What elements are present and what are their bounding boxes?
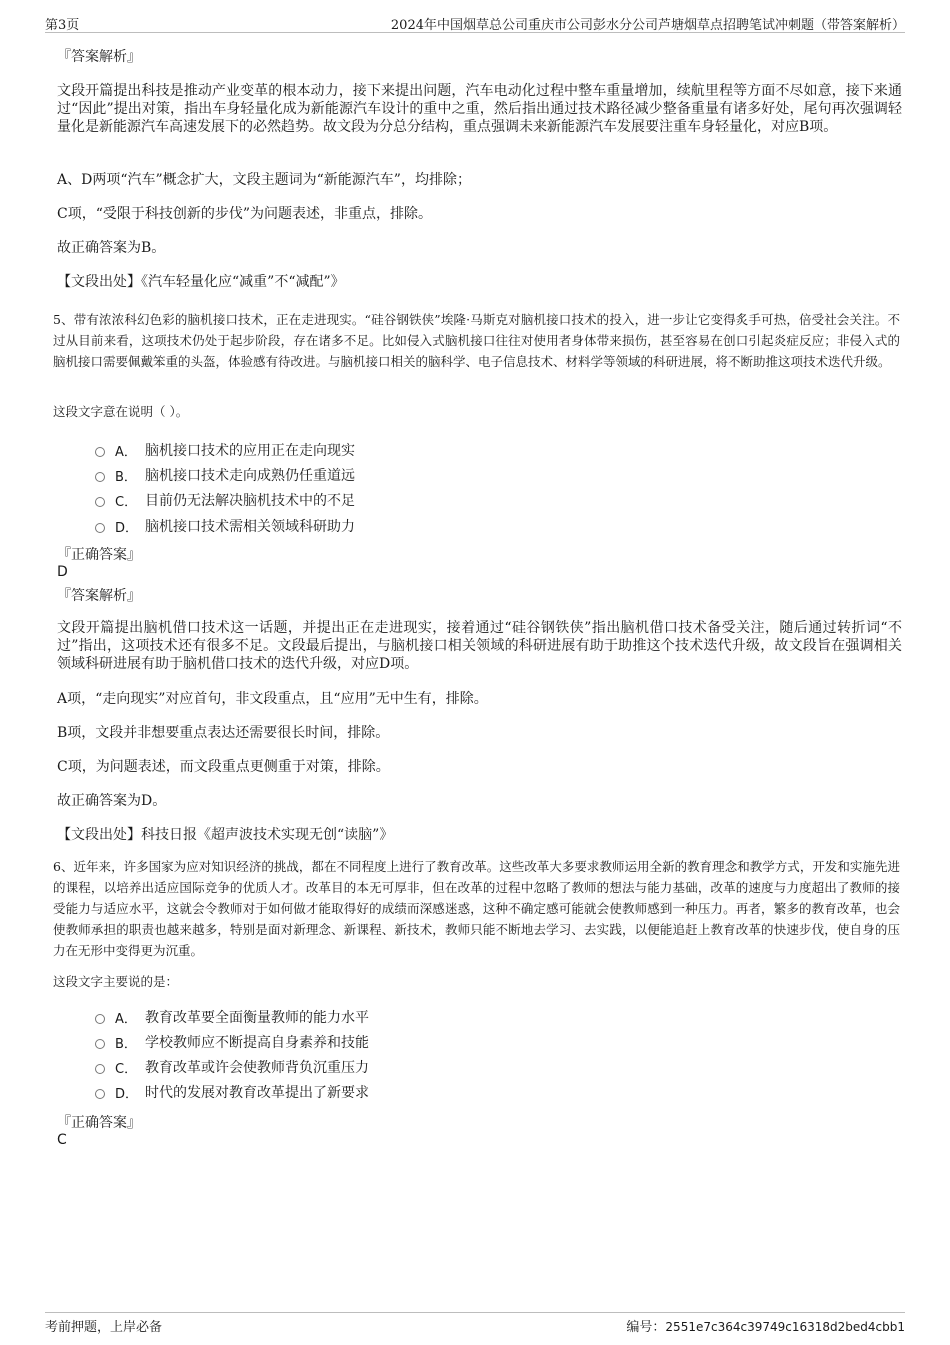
q6-answer-label: 『正确答案』 — [57, 1115, 141, 1131]
page-header — [45, 12, 905, 33]
radio-icon[interactable] — [95, 523, 105, 533]
q6-option-a[interactable]: A． 教育改革要全面衡量教师的能力水平 — [95, 1007, 369, 1027]
radio-icon[interactable] — [95, 1089, 105, 1099]
q5-note-a: A项，“走向现实”对应首句，非文段重点，且“应用”无中生有，排除。 — [57, 691, 488, 707]
option-text: 教育改革或许会使教师背负沉重压力 — [145, 1060, 369, 1076]
page-footer — [45, 1312, 905, 1333]
option-text: 教育改革要全面衡量教师的能力水平 — [145, 1010, 369, 1026]
document-title: 2024年中国烟草总公司重庆市公司彭水分公司芦塘烟草点招聘笔试冲刺题（带答案解析） — [390, 18, 905, 33]
q5-source: 【文段出处】科技日报《超声波技术实现无创“读脑”》 — [57, 827, 394, 843]
q6-prompt: 这段文字主要说的是： — [53, 974, 179, 989]
q5-option-a[interactable]: A． 脑机接口技术的应用正在走向现实 — [95, 440, 355, 460]
q6-option-b[interactable]: B． 学校教师应不断提高自身素养和技能 — [95, 1032, 369, 1052]
q5-answer: D — [57, 564, 68, 580]
q5-option-c[interactable]: C． 目前仍无法解决脑机技术中的不足 — [95, 490, 355, 510]
option-text: 脑机接口技术走向成熟仍任重道远 — [145, 468, 355, 484]
radio-icon[interactable] — [95, 1039, 105, 1049]
footer-code-value: 2551e7c364c39749c16318d2bed4cbb1 — [665, 1320, 905, 1334]
q6-answer: C — [57, 1132, 67, 1148]
q4-analysis-text: 文段开篇提出科技是推动产业变革的根本动力，接下来提出问题，汽车电动化过程中整车重量增加，续航里程等方面不尽如意，接下来通过“因此”提出对策，指出车身轻量化成为新能源汽车设计的重中之重，然后指出通过技术路径减少整备重量有诸多好处，尾句再次强调轻量化是新能源汽车高速发展下的必然趋势。故文段为分总分结构，重点强调未来新能源汽车发展要注重车身轻量化，对应B项。 — [57, 83, 902, 135]
q4-note-a: A、D两项“汽车”概念扩大，文段主题词为“新能源汽车”，均排除； — [57, 172, 471, 188]
q6-option-d[interactable]: D． 时代的发展对教育改革提出了新要求 — [95, 1082, 369, 1102]
footer-slogan: 考前押题，上岸必备 — [45, 1320, 163, 1335]
radio-icon[interactable] — [95, 1014, 105, 1024]
q4-note-c: C项，“受限于科技创新的步伐”为问题表述，非重点，排除。 — [57, 206, 433, 222]
option-text: 脑机接口技术的应用正在走向现实 — [145, 443, 355, 459]
q5-prompt: 这段文字意在说明（ ）。 — [53, 404, 189, 419]
radio-icon[interactable] — [95, 447, 105, 457]
option-text: 时代的发展对教育改革提出了新要求 — [145, 1085, 369, 1101]
radio-icon[interactable] — [95, 1064, 105, 1074]
q5-analysis-text: 文段开篇提出脑机借口技术这一话题，并提出正在走进现实，接着通过“硅谷钢铁侠”指出脑机借口技术备受关注，随后通过转折词“不过”指出，这项技术还有很多不足。文段最后提出，与脑机接口相关领域的科研进展有助于助推这个技术迭代升级，故文段旨在强调相关领域科研进展有助于脑机借口技术的迭代升级，对应D项。 — [57, 620, 902, 672]
footer-code — [626, 1316, 905, 1335]
page-number: 第3页 — [45, 18, 80, 33]
radio-icon[interactable] — [95, 472, 105, 482]
option-text: 脑机接口技术需相关领域科研助力 — [145, 519, 355, 535]
q5-question: 5、带有浓浓科幻色彩的脑机接口技术，正在走进现实。“硅谷钢铁侠”埃隆·马斯克对脑机接口技术的投入，进一步让它变得炙手可热，倍受社会关注。不过从目前来看，这项技术仍处于起步阶段，存在诸多不足。比如侵入式脑机接口往往对使用者身体带来损伤，甚至容易在创口引起炎症反应；非侵入式的脑机接口需要佩戴笨重的头盔，体验感有待改进。与脑机接口相关的脑科学、电子信息技术、材料学等领域的科研进展，将不断助推这项技术迭代升级。 — [53, 312, 900, 369]
q5-conclusion: 故正确答案为D。 — [57, 793, 167, 809]
q5-option-d[interactable]: D． 脑机接口技术需相关领域科研助力 — [95, 516, 355, 536]
radio-icon[interactable] — [95, 497, 105, 507]
q5-note-b: B项，文段并非想要重点表达还需要很长时间，排除。 — [57, 725, 390, 741]
option-text: 学校教师应不断提高自身素养和技能 — [145, 1035, 369, 1051]
q5-analysis-label: 『答案解析』 — [57, 588, 141, 604]
footer-code-label: 编号： — [626, 1320, 666, 1335]
q5-note-c: C项，为问题表述，而文段重点更侧重于对策，排除。 — [57, 759, 390, 775]
q5-option-b[interactable]: B． 脑机接口技术走向成熟仍任重道远 — [95, 465, 355, 485]
q6-option-c[interactable]: C． 教育改革或许会使教师背负沉重压力 — [95, 1057, 369, 1077]
q4-conclusion: 故正确答案为B。 — [57, 240, 166, 256]
q5-answer-label: 『正确答案』 — [57, 547, 141, 563]
q4-analysis-label: 『答案解析』 — [57, 49, 141, 65]
q4-source: 【文段出处】《汽车轻量化应“减重”不“减配”》 — [57, 274, 345, 290]
q6-question: 6、近年来，许多国家为应对知识经济的挑战，都在不同程度上进行了教育改革。这些改革大多要求教师运用全新的教育理念和教学方式，开发和实施先进的课程，以培养出适应国际竞争的优质人才。改革目的本无可厚非，但在改革的过程中忽略了教师的想法与能力基础，改革的速度与力度超出了教师的接受能力与适应水平，这就会令教师对于如何做才能取得好的成绩而深感迷惑，这种不确定感可能就会使教师感到一种压力。再者，繁多的教育改革，也会使教师承担的职责也越来越多，特别是面对新理念、新课程、新技术，教师只能不断地去学习、去实践，以便能追赶上教育改革的快速步伐，使自身的压力在无形中变得更为沉重。 — [53, 859, 900, 958]
option-text: 目前仍无法解决脑机技术中的不足 — [145, 493, 355, 509]
